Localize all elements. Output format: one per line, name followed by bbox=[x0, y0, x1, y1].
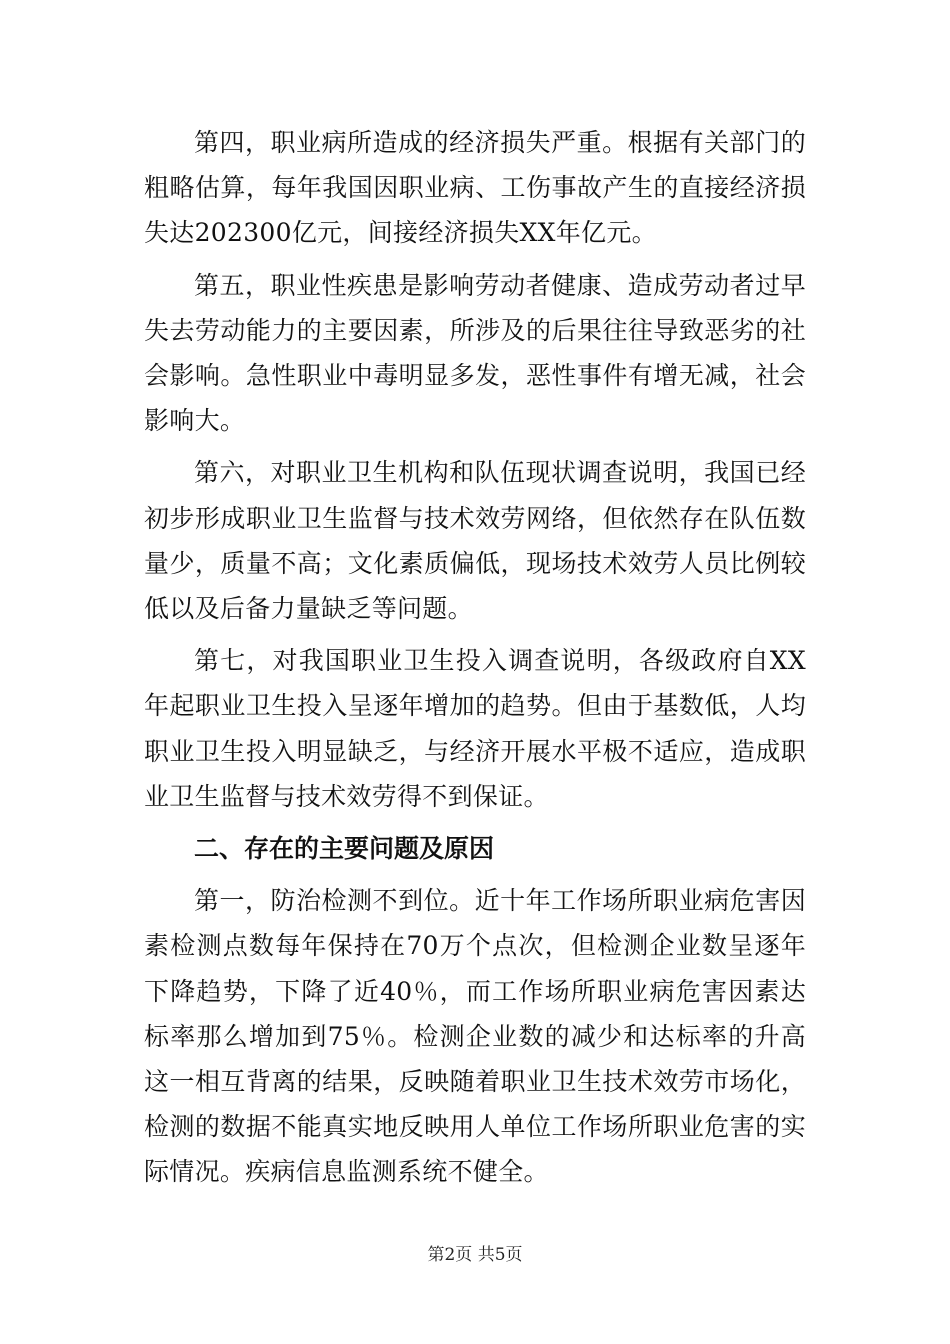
paragraph-seventh: 第七，对我国职业卫生投入调查说明，各级政府自XX年起职业卫生投入呈逐年增加的趋势。但由于基数低，人均职业卫生投入明显缺乏，与经济开展水平极不适应，造成职业卫生监督与技术效劳得不到保证。 bbox=[144, 646, 806, 811]
document-body bbox=[144, 120, 806, 1202]
paragraph-first-problem: 第一，防治检测不到位。近十年工作场所职业病危害因素检测点数每年保持在70万个点次，但检测企业数呈逐年下降趋势，下降了近40％，而工作场所职业病危害因素达标率那么增加到75％。检测企业数的减少和达标率的升高这一相互背离的结果，反映随着职业卫生技术效劳市场化，检测的数据不能真实地反映用人单位工作场所职业危害的实际情况。疾病信息监测系统不健全。 bbox=[144, 886, 806, 1187]
page-footer: 第2页 共5页 bbox=[427, 1245, 523, 1265]
paragraph-fourth: 第四，职业病所造成的经济损失严重。根据有关部门的粗略估算，每年我国因职业病、工伤事故产生的直接经济损失达202300亿元，间接经济损失XX年亿元。 bbox=[144, 128, 806, 248]
paragraph-fifth: 第五，职业性疾患是影响劳动者健康、造成劳动者过早失去劳动能力的主要因素，所涉及的后果往往导致恶劣的社会影响。急性职业中毒明显多发，恶性事件有增无减，社会影响大。 bbox=[144, 270, 806, 436]
paragraph-sixth: 第六，对职业卫生机构和队伍现状调查说明，我国已经初步形成职业卫生监督与技术效劳网络，但依然存在队伍数量少，质量不高；文化素质偏低，现场技术效劳人员比例较低以及后备力量缺乏等问题。 bbox=[144, 458, 806, 624]
section-heading: 二、存在的主要问题及原因 bbox=[194, 834, 495, 864]
